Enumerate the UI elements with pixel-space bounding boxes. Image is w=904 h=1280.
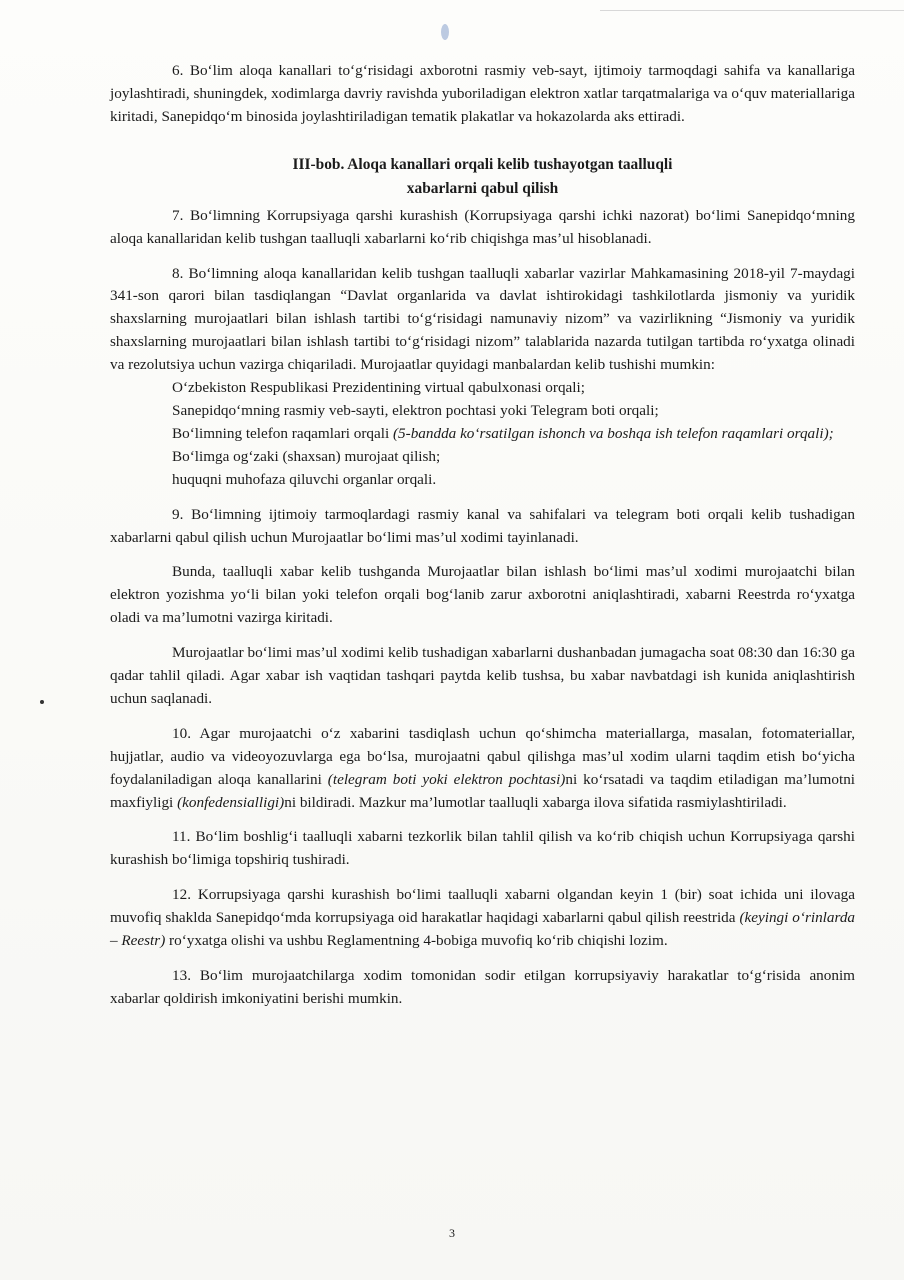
source-item-3-text: Bo‘limning telefon raqamlari orqali <box>172 424 390 442</box>
paragraph-9: 9. Bo‘limning ijtimoiy tarmoqlardagi rasmiy kanal va sahifalari va telegram boti orqali kelib tushadigan xabarlarni qabul qilish uchun Murojaatlar bo‘limi mas’ul xodimi tayinlanadi. <box>110 505 855 546</box>
paragraph-11: 11. Bo‘lim boshlig‘i taalluqli xabarni tezkorlik bilan tahlil qilish va ko‘rib chiqish uchun Korrupsiyaga qarshi kurashish bo‘limiga topshiriq tushiradi. <box>110 828 855 869</box>
paragraph-12-text-c: ro‘yxatga olishi va ushbu Reglamentning 4-bobiga muvofiq ko‘rib chiqishi lozim. <box>169 932 668 950</box>
paragraph-10-italic-b: (telegram boti yoki elektron pochtasi) <box>327 770 566 788</box>
paragraph-10 <box>110 723 855 815</box>
source-item-4: Bo‘limga og‘zaki (shaxsan) murojaat qilish; <box>172 447 441 465</box>
chapter-heading-line-1: III-bob. Aloqa kanallari orqali kelib tushayotgan taalluqli <box>292 155 673 173</box>
chapter-heading-line-2: xabarlarni qabul qilish <box>406 179 559 197</box>
source-item-2: Sanepidqo‘mning rasmiy veb-sayti, elektron pochtasi yoki Telegram boti orqali; <box>172 401 659 419</box>
paragraph-10-text-e: ni bildiradi. Mazkur ma’lumotlar taalluqli xabarga ilova sifatida rasmiylashtiriladi. <box>284 793 787 811</box>
paragraph-12 <box>110 884 855 953</box>
paragraph-10-italic-d: (konfedensialligi) <box>177 793 285 811</box>
source-item-3 <box>110 423 855 446</box>
paragraph-13: 13. Bo‘lim murojaatchilarga xodim tomonidan sodir etilgan korrupsiyaviy harakatlar to‘g‘risida anonim xabarlar qoldirish imkoniyatini berishi mumkin. <box>110 967 855 1007</box>
scan-artifact <box>40 700 44 704</box>
paragraph-12-italic-b: (keyingi o‘rinlarda – Reestr) <box>110 909 856 950</box>
paragraph-9c: Murojaatlar bo‘limi mas’ul xodimi kelib tushadigan xabarlarni dushanbadan jumagacha soat 08:30 dan 16:30 ga qadar tahlil qiladi. Agar xabar ish vaqtidan tashqari paytda kelib tushsa, bu xabar navbatdagi ish kunida aniqlashtirish uchun saqlanadi. <box>110 644 855 707</box>
paragraph-6: 6. Bo‘lim aloqa kanallari to‘g‘risidagi axborotni rasmiy veb-sayt, ijtimoiy tarmoqdagi sahifa va kanallariga joylashtiradi, shuningdek, xodimlarga davriy ravishda yuboriladigan elektron xatlar tarqatmalariga va o‘quv materiallariga kiritadi, Sanepidqo‘m binosida joylashtiriladigan tematik plakatlar va hokazolarda aks ettiradi. <box>110 62 855 125</box>
paragraph-9b: Bunda, taalluqli xabar kelib tushganda Murojaatlar bilan ishlash bo‘limi mas’ul xodimi murojaatchi bilan elektron yozishma yo‘li bilan yoki telefon orqali bog‘lanib zarur axborotni aniqlashtiradi, xabarni Reestrda ro‘yxatga oladi va ma’lumotni vazirga kiritadi. <box>110 563 855 627</box>
paragraph-10-text-a: 10. Agar murojaatchi o‘z xabarini tasdiqlash uchun qo‘shimcha materiallarga, masalan, fotomateriallar, hujjatlar, audio va videoyozuvlarga ega bo‘lsa, murojaatni qabul qilishga mas’ul xodim ularni taqdim etish bo‘yicha foydalaniladigan aloqa kanallarini <box>110 724 855 788</box>
page-number: 3 <box>449 1226 455 1240</box>
paragraph-10-text-c: ni ko‘rsatadi va taqdim etiladigan ma’lumotni maxfiyligi <box>110 770 856 811</box>
scan-artifact <box>441 24 449 40</box>
source-item-1: O‘zbekiston Respublikasi Prezidentining virtual qabulxonasi orqali; <box>172 379 585 397</box>
chapter-heading <box>110 153 855 201</box>
source-item-3-italic: (5-bandda ko‘rsatilgan ishonch va boshqa ish telefon raqamlari orqali); <box>393 424 834 442</box>
paragraph-7: 7. Bo‘limning Korrupsiyaga qarshi kurashish (Korrupsiyaga qarshi ichki nazorat) bo‘limi Sanepidqo‘mning aloqa kanallaridan kelib tushgan taalluqli xabarlarni ko‘rib chiqishga mas’ul hisoblanadi. <box>110 206 855 247</box>
paragraph-12-text-a: 12. Korrupsiyaga qarshi kurashish bo‘limi taalluqli xabarni olgandan keyin 1 (bir) soat ichida uni ilovaga muvofiq shaklda Sanepidqo‘mda korrupsiyaga oid harakatlar haqidagi xabarlarni qabul qilish reestrida <box>110 886 855 927</box>
scan-edge-line <box>600 10 904 11</box>
source-item-5: huquqni muhofaza qiluvchi organlar orqali. <box>172 470 437 488</box>
paragraph-8: 8. Bo‘limning aloqa kanallaridan kelib tushgan taalluqli xabarlar vazirlar Mahkamasining 2018-yil 7-maydagi 341-son qarori bilan tasdiqlangan “Davlat organlarida va davlat ishtirokidagi tashkilotlarda jismoniy va yuridik shaxslarning murojaatlari bilan ishlash tartibi to‘g‘risidagi namunaviy nizom” va vazirlikning “Jismoniy va yuridik shaxslarning murojaatlari bilan ishlash tartibi to‘g‘risidagi nizom” talablarida nazarda tutilgan tartibda ro‘yxatga olinadi va rezolutsiya uchun vazirga chiqariladi. Murojaatlar quyidagi manbalardan kelib tushishi mumkin: <box>110 264 855 374</box>
document-body <box>110 60 855 1011</box>
